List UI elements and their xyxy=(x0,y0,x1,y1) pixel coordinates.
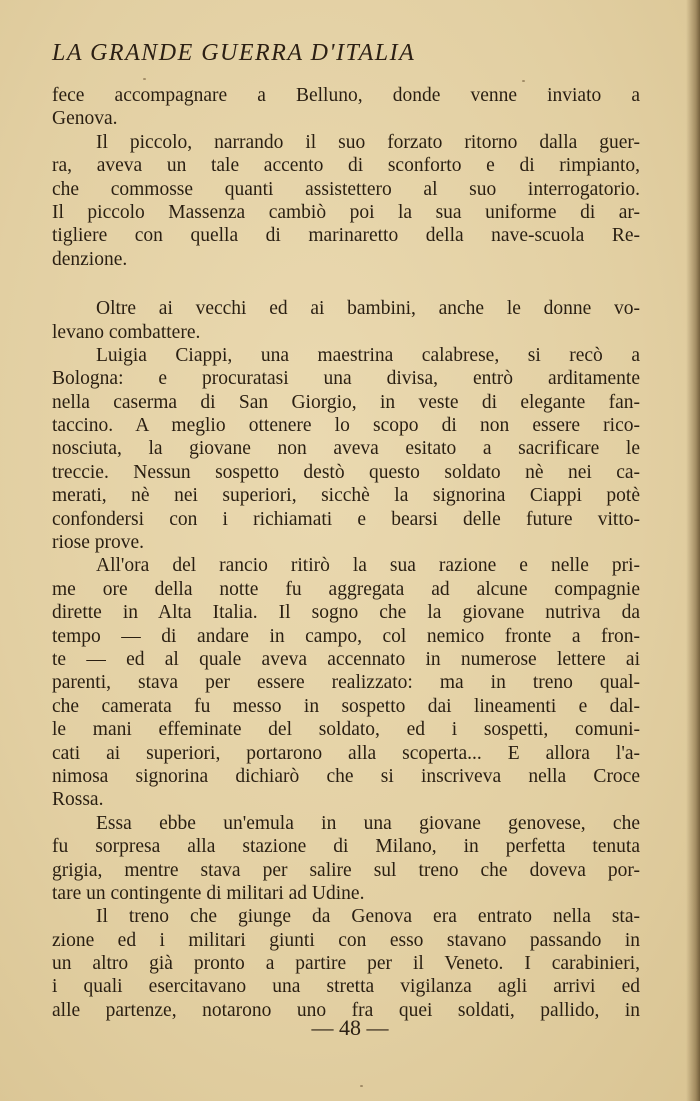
page-edge-shadow xyxy=(686,0,700,1101)
text-line: taccino. A meglio ottenere lo scopo di non essere rico- xyxy=(52,415,640,437)
text-line: grigia, mentre stava per salire sul treno che doveva por- xyxy=(52,859,640,881)
text-line: parenti, stava per essere realizzato: ma in treno qual- xyxy=(52,672,640,694)
text-line: denzione. xyxy=(52,248,128,270)
text-line: riose prove. xyxy=(52,532,145,554)
text-line: fu sorpresa alla stazione di Milano, in perfetta tenuta xyxy=(52,836,640,858)
text-line: treccie. Nessun sospetto destò questo soldato nè nei ca- xyxy=(52,461,640,483)
text-line: Essa ebbe un'emula in una giovane genovese, che xyxy=(96,812,640,834)
text-line: un altro già pronto a partire per il Veneto. I carabinieri, xyxy=(52,953,640,975)
running-head: LA GRANDE GUERRA D'ITALIA xyxy=(52,40,416,66)
text-line: Il piccolo Massenza cambiò poi la sua uniforme di ar- xyxy=(52,201,640,223)
text-line: Rossa. xyxy=(52,789,104,811)
text-line: che camerata fu messo in sospetto dai lineamenti e dal- xyxy=(52,695,640,717)
text-line: le mani effeminate del soldato, ed i sospetti, comuni- xyxy=(52,719,640,741)
text-line: cati ai superiori, portarono alla scoperta... E allora l'a- xyxy=(52,742,640,764)
text-line: te — ed al quale aveva accennato in numerose lettere ai xyxy=(52,648,640,670)
text-line: All'ora del rancio ritirò la sua razione e nelle pri- xyxy=(96,555,640,577)
text-line: nosciuta, la giovane non aveva esitato a sacrificare le xyxy=(52,438,640,460)
text-line: confondersi con i richiamati e bearsi delle future vitto- xyxy=(52,508,640,530)
text-line: fece accompagnare a Belluno, donde venne inviato a xyxy=(52,85,640,106)
text-line: tigliere con quella di marinaretto della nave-scuola Re- xyxy=(52,225,640,247)
paper-speck xyxy=(522,80,525,82)
text-line: Il treno che giunge da Genova era entrato nella sta- xyxy=(96,906,640,928)
paper-speck xyxy=(143,78,146,80)
body-text xyxy=(52,84,640,1022)
text-line: tempo — di andare in campo, col nemico fronte a fron- xyxy=(52,625,640,647)
text-line: Genova. xyxy=(52,108,118,130)
text-line: merati, nè nei superiori, sicchè la signorina Ciappi potè xyxy=(52,485,640,507)
text-line: nimosa signorina dichiarò che si inscriveva nella Croce xyxy=(52,765,640,787)
text-line: Oltre ai vecchi ed ai bambini, anche le donne vo- xyxy=(96,298,640,320)
text-line: levano combattere. xyxy=(52,321,201,343)
text-line: dirette in Alta Italia. Il sogno che la giovane nutriva da xyxy=(52,602,640,624)
text-line: tare un contingente di militari ad Udine. xyxy=(52,882,365,904)
text-line: Il piccolo, narrando il suo forzato ritorno dalla guer- xyxy=(96,131,640,153)
text-line: me ore della notte fu aggregata ad alcune compagnie xyxy=(52,578,640,600)
text-line: alle partenze, notarono uno fra quei soldati, pallido, in xyxy=(52,999,640,1021)
text-line: nella caserma di San Giorgio, in veste di elegante fan- xyxy=(52,391,640,413)
text-line: i quali esercitavano una stretta vigilanza agli arrivi ed xyxy=(52,976,640,998)
text-line: ra, aveva un tale accento di sconforto e di rimpianto, xyxy=(52,155,640,177)
text-line: Bologna: e procuratasi una divisa, entrò arditamente xyxy=(52,368,640,390)
page-number: — 48 — xyxy=(311,1015,389,1040)
text-line: che commosse quanti assistettero al suo interrogatorio. xyxy=(52,178,640,200)
text-line: zione ed i militari giunti con esso stavano passando in xyxy=(52,929,640,951)
paper-speck xyxy=(360,1085,363,1087)
text-line: Luigia Ciappi, una maestrina calabrese, si recò a xyxy=(96,344,640,366)
